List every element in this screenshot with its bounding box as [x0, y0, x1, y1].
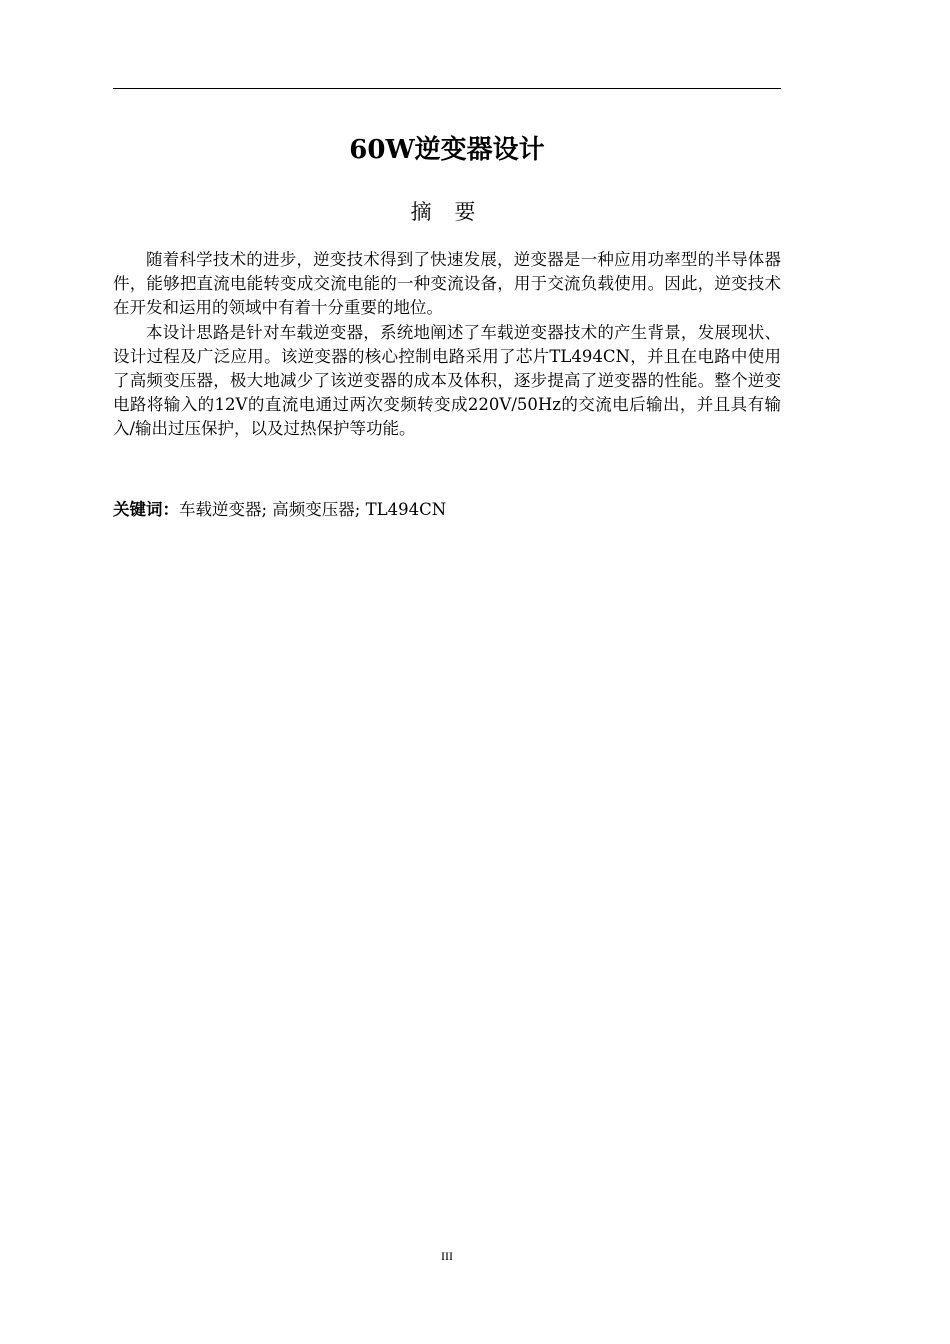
document-title: 60W逆变器设计: [349, 135, 545, 165]
keywords-text: 车载逆变器; 高频变压器; TL494CN: [179, 500, 447, 519]
abstract-paragraph-2: 本设计思路是针对车载逆变器，系统地阐述了车载逆变器技术的产生背景，发展现状、设计过程及广泛应用。该逆变器的核心控制电路采用了芯片TL494CN，并且在电路中使用了高频变压器，极大地减少了该逆变器的成本及体积，逐步提高了逆变器的性能。整个逆变电路将输入的12V的直流电通过两次变频转变成220V/50Hz的交流电后输出，并且具有输入/输出过压保护，以及过热保护等功能。: [113, 322, 781, 439]
keywords-line: [113, 498, 781, 522]
header-rule: [113, 88, 781, 89]
page-number: III: [441, 1249, 453, 1263]
abstract-heading: 摘 要: [410, 200, 484, 224]
abstract-body: [113, 248, 781, 442]
keywords-label: 关键词：: [113, 500, 179, 519]
abstract-paragraph-1: 随着科学技术的进步，逆变技术得到了快速发展，逆变器是一种应用功率型的半导体器件，能够把直流电能转变成交流电能的一种变流设备，用于交流负载使用。因此，逆变技术在开发和运用的领域中有着十分重要的地位。: [113, 250, 781, 318]
